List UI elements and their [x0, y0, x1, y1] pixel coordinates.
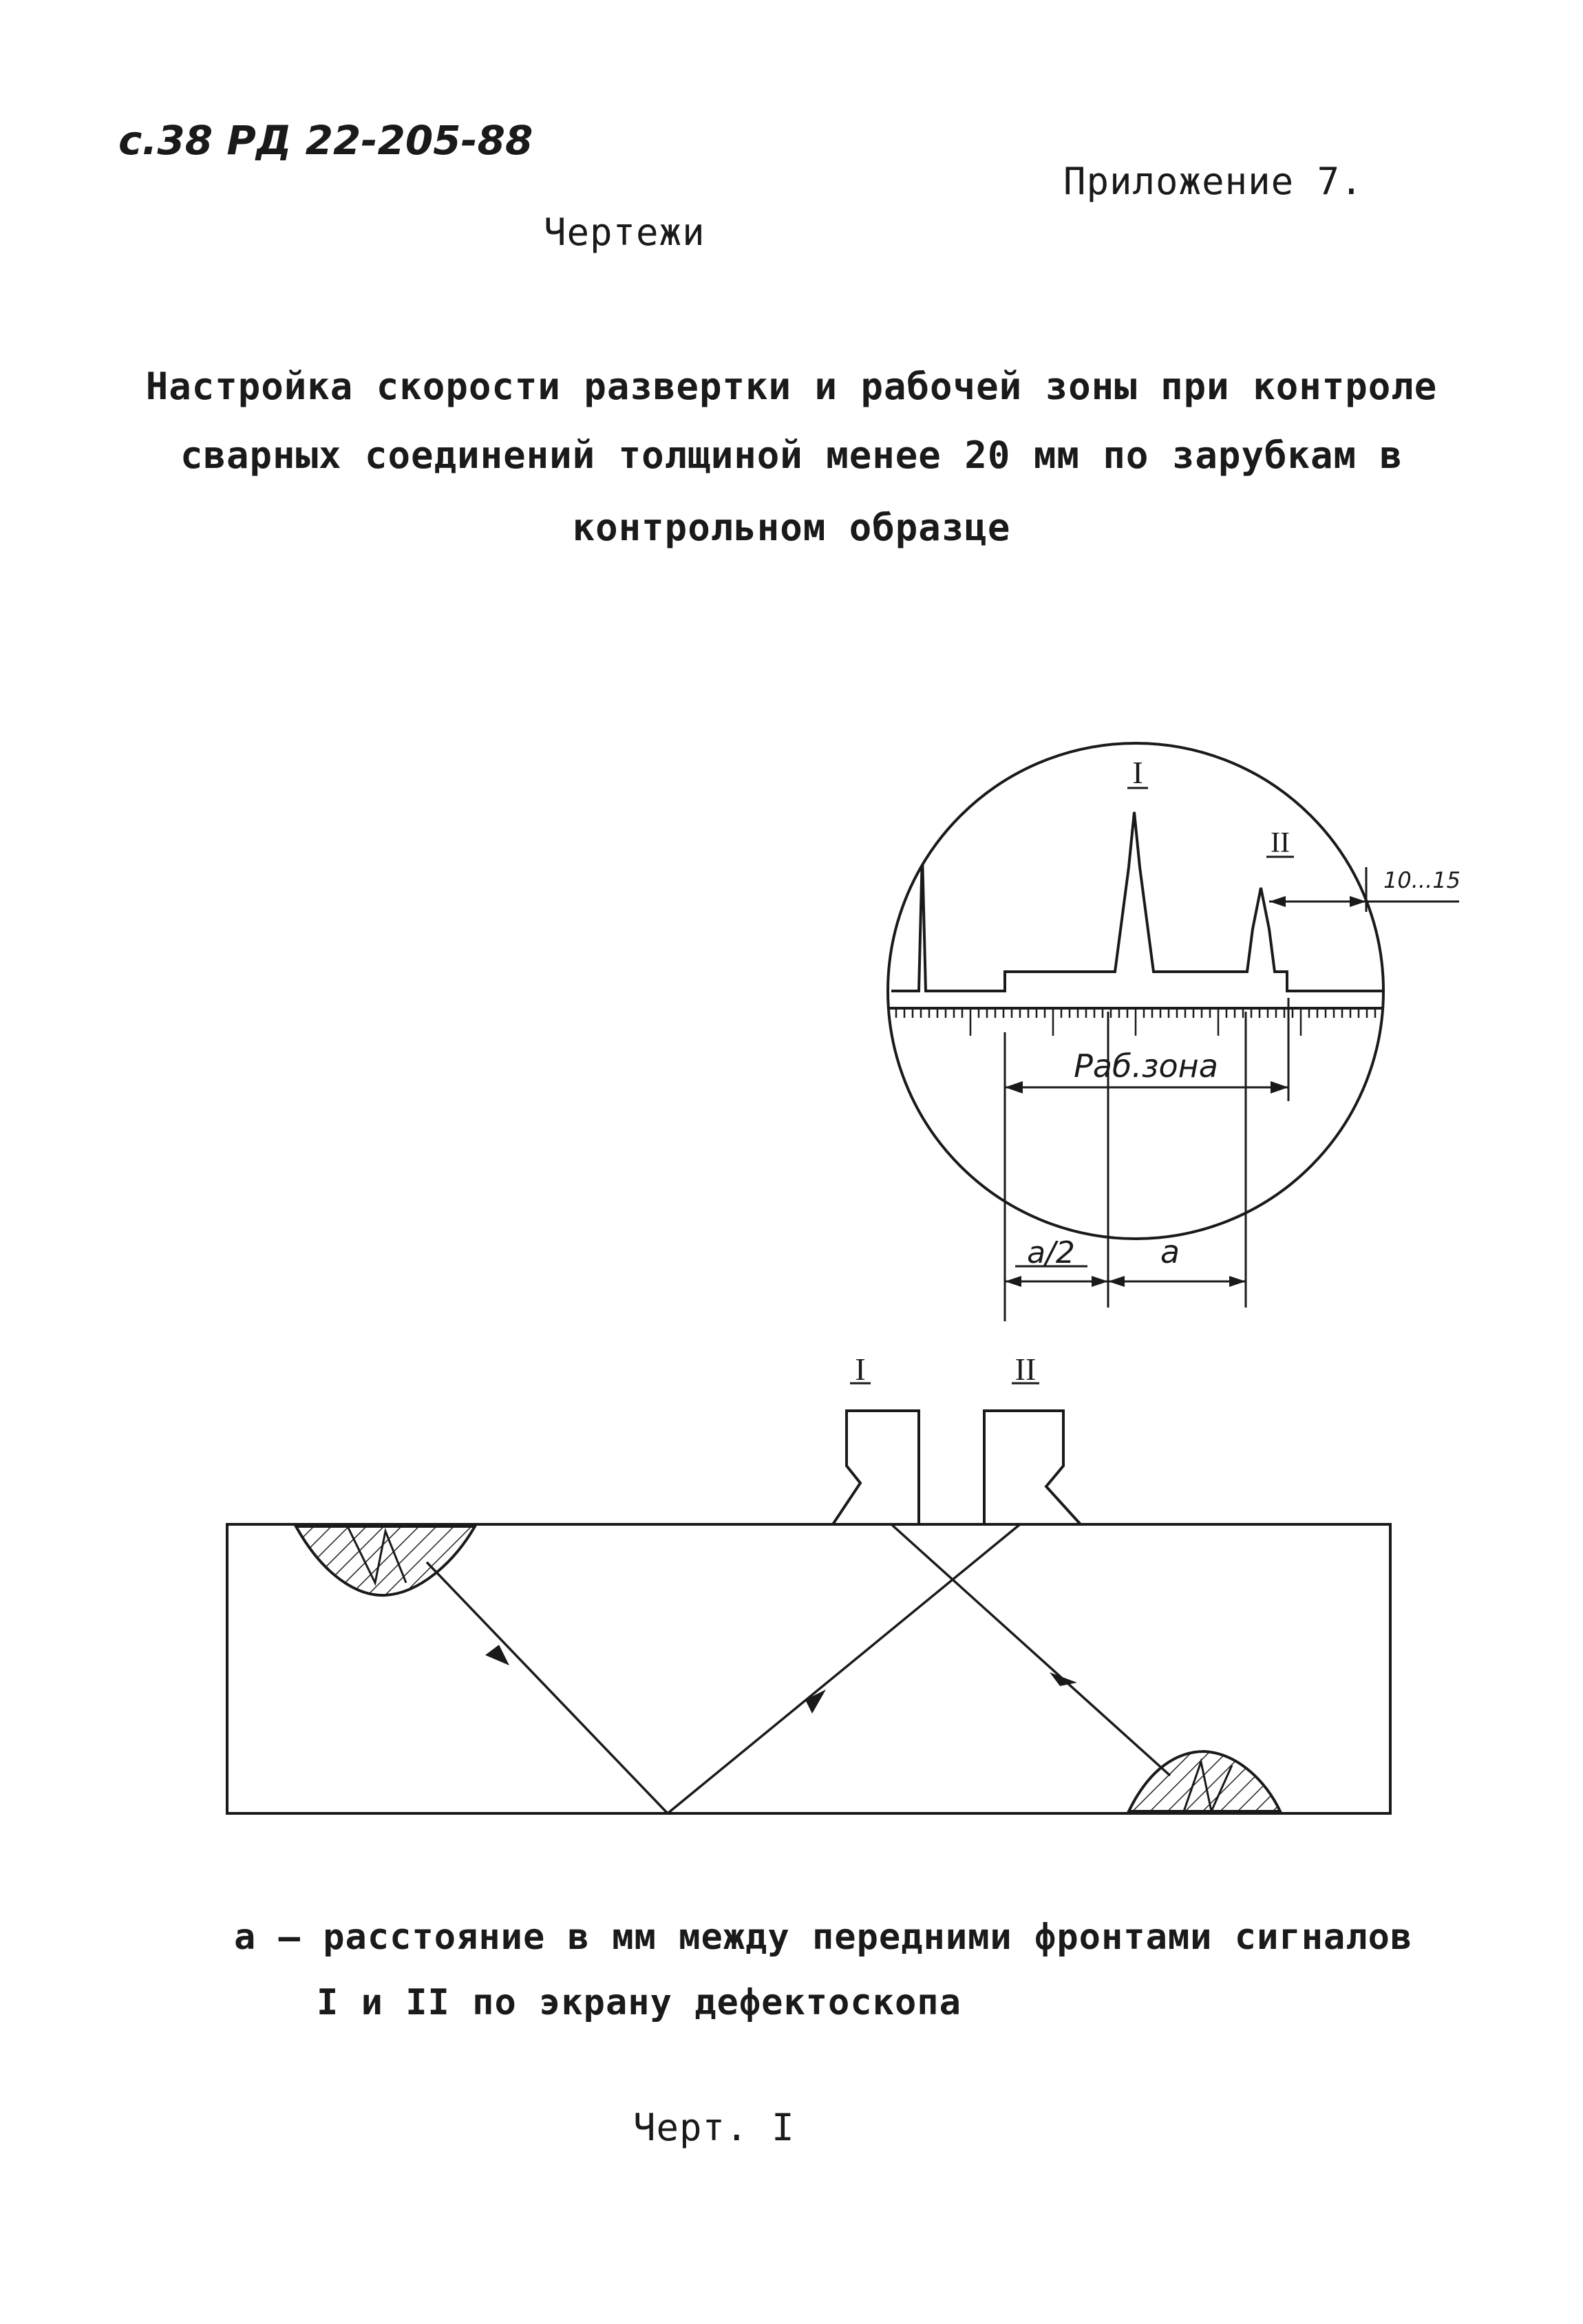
document-reference: с.38 РД 22-205-88 [118, 117, 533, 164]
appendix-label: Приложение 7. [1063, 160, 1363, 203]
title-line-2: сварных соединений толщиной менее 20 мм по зарубкам в [180, 434, 1403, 477]
probe-2 [984, 1411, 1081, 1524]
signal-1-label: I [1132, 755, 1143, 790]
beam-path-2 [891, 1524, 1170, 1776]
section-heading: Чертежи [544, 211, 705, 254]
probe-1 [833, 1411, 919, 1524]
probe-2-label: II [1014, 1352, 1037, 1387]
half-distance-label: a/2 [1027, 1235, 1075, 1270]
offset-label: 10...15 [1383, 867, 1460, 893]
title-line-3: контрольном образце [572, 506, 1011, 549]
signal-2-label: II [1271, 827, 1290, 859]
work-zone-label: Раб.зона [1074, 1047, 1218, 1085]
scale-ticks [888, 1008, 1383, 1036]
legend-line-2: I и II по экрану дефектоскопа [317, 1982, 962, 2023]
probe-1-label: I [855, 1352, 866, 1387]
legend-line-1: а – расстояние в мм между передними фронтами сигналов [234, 1917, 1413, 1958]
title-line-1: Настройка скорости развертки и рабочей зоны при контроле [145, 365, 1438, 408]
sample-diagram [227, 1383, 1390, 1813]
beam-path-1 [427, 1524, 1020, 1813]
figure-caption: Черт. I [633, 2106, 795, 2149]
distance-label: a [1160, 1233, 1180, 1270]
